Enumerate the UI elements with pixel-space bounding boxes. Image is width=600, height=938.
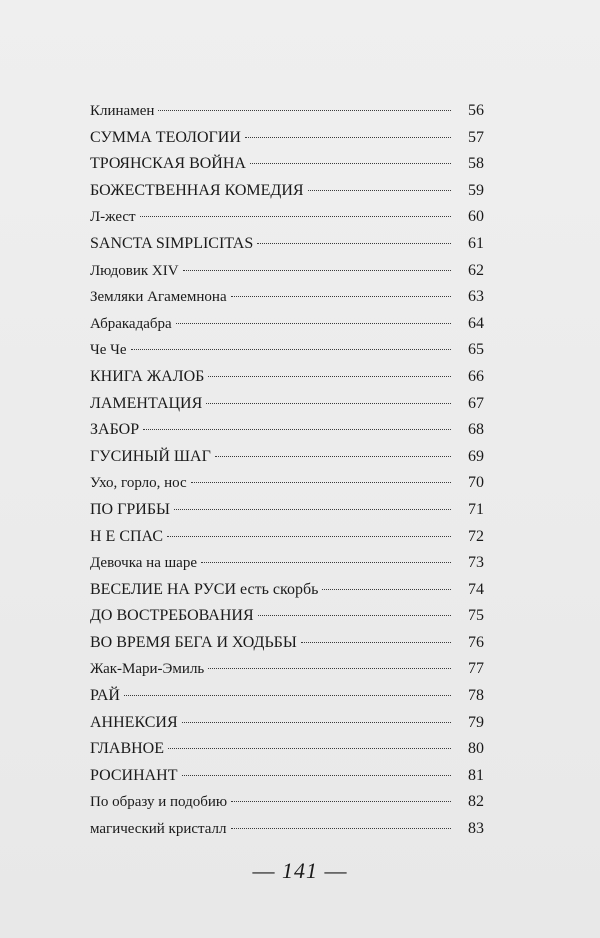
toc-entry	[90, 258, 484, 285]
toc-entry	[90, 603, 484, 630]
toc-entry-page: 63	[468, 288, 484, 306]
toc-entry-page: 79	[468, 713, 484, 731]
toc-entry-title: РОСИНАНТ	[90, 766, 178, 784]
dot-leader	[182, 722, 451, 723]
toc-entry-title: СУММА ТЕОЛОГИИ	[90, 128, 241, 146]
folio-number: 141	[282, 858, 318, 883]
toc-entry-page: 69	[468, 447, 484, 465]
toc-entry-title: Ухо, горло, нос	[90, 475, 187, 492]
toc-entry-page: 76	[468, 633, 484, 651]
toc-entry-page: 61	[468, 234, 484, 252]
folio-dash-right: —	[324, 858, 348, 883]
toc-entry-title: ЛАМЕНТАЦИЯ	[90, 394, 203, 412]
toc-entry-page: 68	[468, 421, 484, 439]
toc-entry-page: 73	[468, 554, 484, 572]
toc-entry-page: 57	[468, 128, 484, 146]
toc-entry-title: Жак-Мари-Эмиль	[90, 661, 205, 678]
toc-entry	[90, 630, 484, 657]
dot-leader	[308, 190, 451, 191]
toc-entry	[90, 391, 484, 418]
toc-entry	[90, 178, 484, 205]
toc-entry-page: 56	[468, 102, 484, 119]
toc-entry-page: 62	[468, 261, 484, 279]
toc-entry	[90, 98, 484, 125]
toc-entry	[90, 550, 484, 577]
dot-leader	[191, 482, 451, 483]
toc-entry-title: ПО ГРИБЫ	[90, 500, 170, 518]
toc-entry-title: РАЙ	[90, 687, 120, 705]
toc-entry	[90, 497, 484, 524]
toc-entry	[90, 204, 484, 231]
dot-leader	[231, 296, 451, 297]
toc-entry-title: ГЛАВНОЕ	[90, 740, 165, 758]
folio-dash-left: —	[252, 858, 276, 883]
toc-entry	[90, 710, 484, 737]
toc-entry	[90, 284, 484, 311]
toc-entry-page: 75	[468, 607, 484, 625]
toc-entry-title: Девочка на шаре	[90, 555, 197, 572]
toc-entry	[90, 816, 484, 843]
dot-leader	[215, 456, 451, 457]
toc-entry	[90, 789, 484, 816]
toc-entry	[90, 417, 484, 444]
toc-entry-page: 71	[468, 500, 484, 518]
dot-leader	[258, 615, 451, 616]
toc-entry-title: ГУСИНЫЙ ШАГ	[90, 447, 211, 465]
toc-entry	[90, 337, 484, 364]
toc-entry-page: 58	[468, 155, 484, 173]
toc-entry	[90, 311, 484, 338]
toc-entry-page: 72	[468, 527, 484, 545]
dot-leader	[176, 323, 451, 324]
toc-entry	[90, 683, 484, 710]
toc-entry-title: По образу и подобию	[90, 794, 228, 811]
toc-entry	[90, 763, 484, 790]
toc-entry	[90, 736, 484, 763]
dot-leader	[201, 562, 451, 563]
dot-leader	[231, 828, 451, 829]
dot-leader	[124, 695, 451, 696]
dot-leader	[131, 349, 451, 350]
toc-entry-title: SANCTA SIMPLICITAS	[90, 234, 254, 252]
toc-entry-title: Л-жест	[90, 209, 136, 226]
toc-entry-title: Земляки Агамемнона	[90, 289, 227, 306]
dot-leader	[257, 243, 451, 244]
toc-entry-page: 67	[468, 394, 484, 412]
toc-entry-title: ЗАБОР	[90, 421, 140, 439]
toc-entry	[90, 364, 484, 391]
dot-leader	[301, 642, 451, 643]
dot-leader	[167, 536, 451, 537]
toc-entry-page: 78	[468, 687, 484, 705]
dot-leader	[158, 110, 451, 111]
dot-leader	[322, 589, 451, 590]
toc-entry	[90, 444, 484, 471]
page-number	[0, 858, 600, 884]
toc-entry	[90, 577, 484, 604]
toc-entry-page: 82	[468, 793, 484, 811]
dot-leader	[231, 801, 451, 802]
dot-leader	[208, 376, 451, 377]
toc-entry-title: Че Че	[90, 342, 127, 359]
dot-leader	[140, 216, 451, 217]
toc-entry-title: Абракадабра	[90, 315, 172, 332]
toc-entry	[90, 231, 484, 258]
toc-entry-title: ТРОЯНСКАЯ ВОЙНА	[90, 155, 246, 173]
dot-leader	[208, 668, 451, 669]
toc-entry	[90, 656, 484, 683]
toc-entry-title: Клинамен	[90, 103, 155, 119]
dot-leader	[168, 748, 451, 749]
toc-entry-page: 74	[468, 580, 484, 598]
toc-entry-title: Людовик XIV	[90, 262, 179, 279]
toc-entry-page: 83	[468, 820, 484, 838]
dot-leader	[206, 403, 451, 404]
toc-entry	[90, 470, 484, 497]
toc-entry-page: 81	[468, 766, 484, 784]
dot-leader	[250, 163, 451, 164]
dot-leader	[174, 509, 451, 510]
toc-entry	[90, 125, 484, 152]
toc-entry-title: магический кристалл	[90, 821, 227, 838]
toc-entry-title: Н Е СПАС	[90, 527, 163, 545]
toc-entry-page: 65	[468, 341, 484, 359]
toc-entry-page: 59	[468, 181, 484, 199]
dot-leader	[245, 137, 451, 138]
toc-entry-title: АННЕКСИЯ	[90, 713, 178, 731]
toc-entry-page: 66	[468, 367, 484, 385]
toc-entry-title: ДО ВОСТРЕБОВАНИЯ	[90, 607, 254, 625]
toc-entry-title: ВЕСЕЛИЕ НА РУСИ есть скорбь	[90, 580, 319, 598]
toc-entry-title: БОЖЕСТВЕННАЯ КОМЕДИЯ	[90, 181, 304, 199]
dot-leader	[182, 775, 451, 776]
toc-entry-page: 70	[468, 474, 484, 492]
toc-entry-title: ВО ВРЕМЯ БЕГА И ХОДЬБЫ	[90, 633, 297, 651]
toc-entry-page: 60	[468, 208, 484, 226]
dot-leader	[183, 270, 451, 271]
dot-leader	[143, 429, 451, 430]
toc-entry-page: 80	[468, 740, 484, 758]
toc-entry-page: 77	[468, 660, 484, 678]
toc-entry	[90, 151, 484, 178]
toc-entry-page: 64	[468, 314, 484, 332]
toc-entry	[90, 524, 484, 551]
table-of-contents	[90, 98, 484, 843]
toc-entry-title: КНИГА ЖАЛОБ	[90, 367, 205, 385]
